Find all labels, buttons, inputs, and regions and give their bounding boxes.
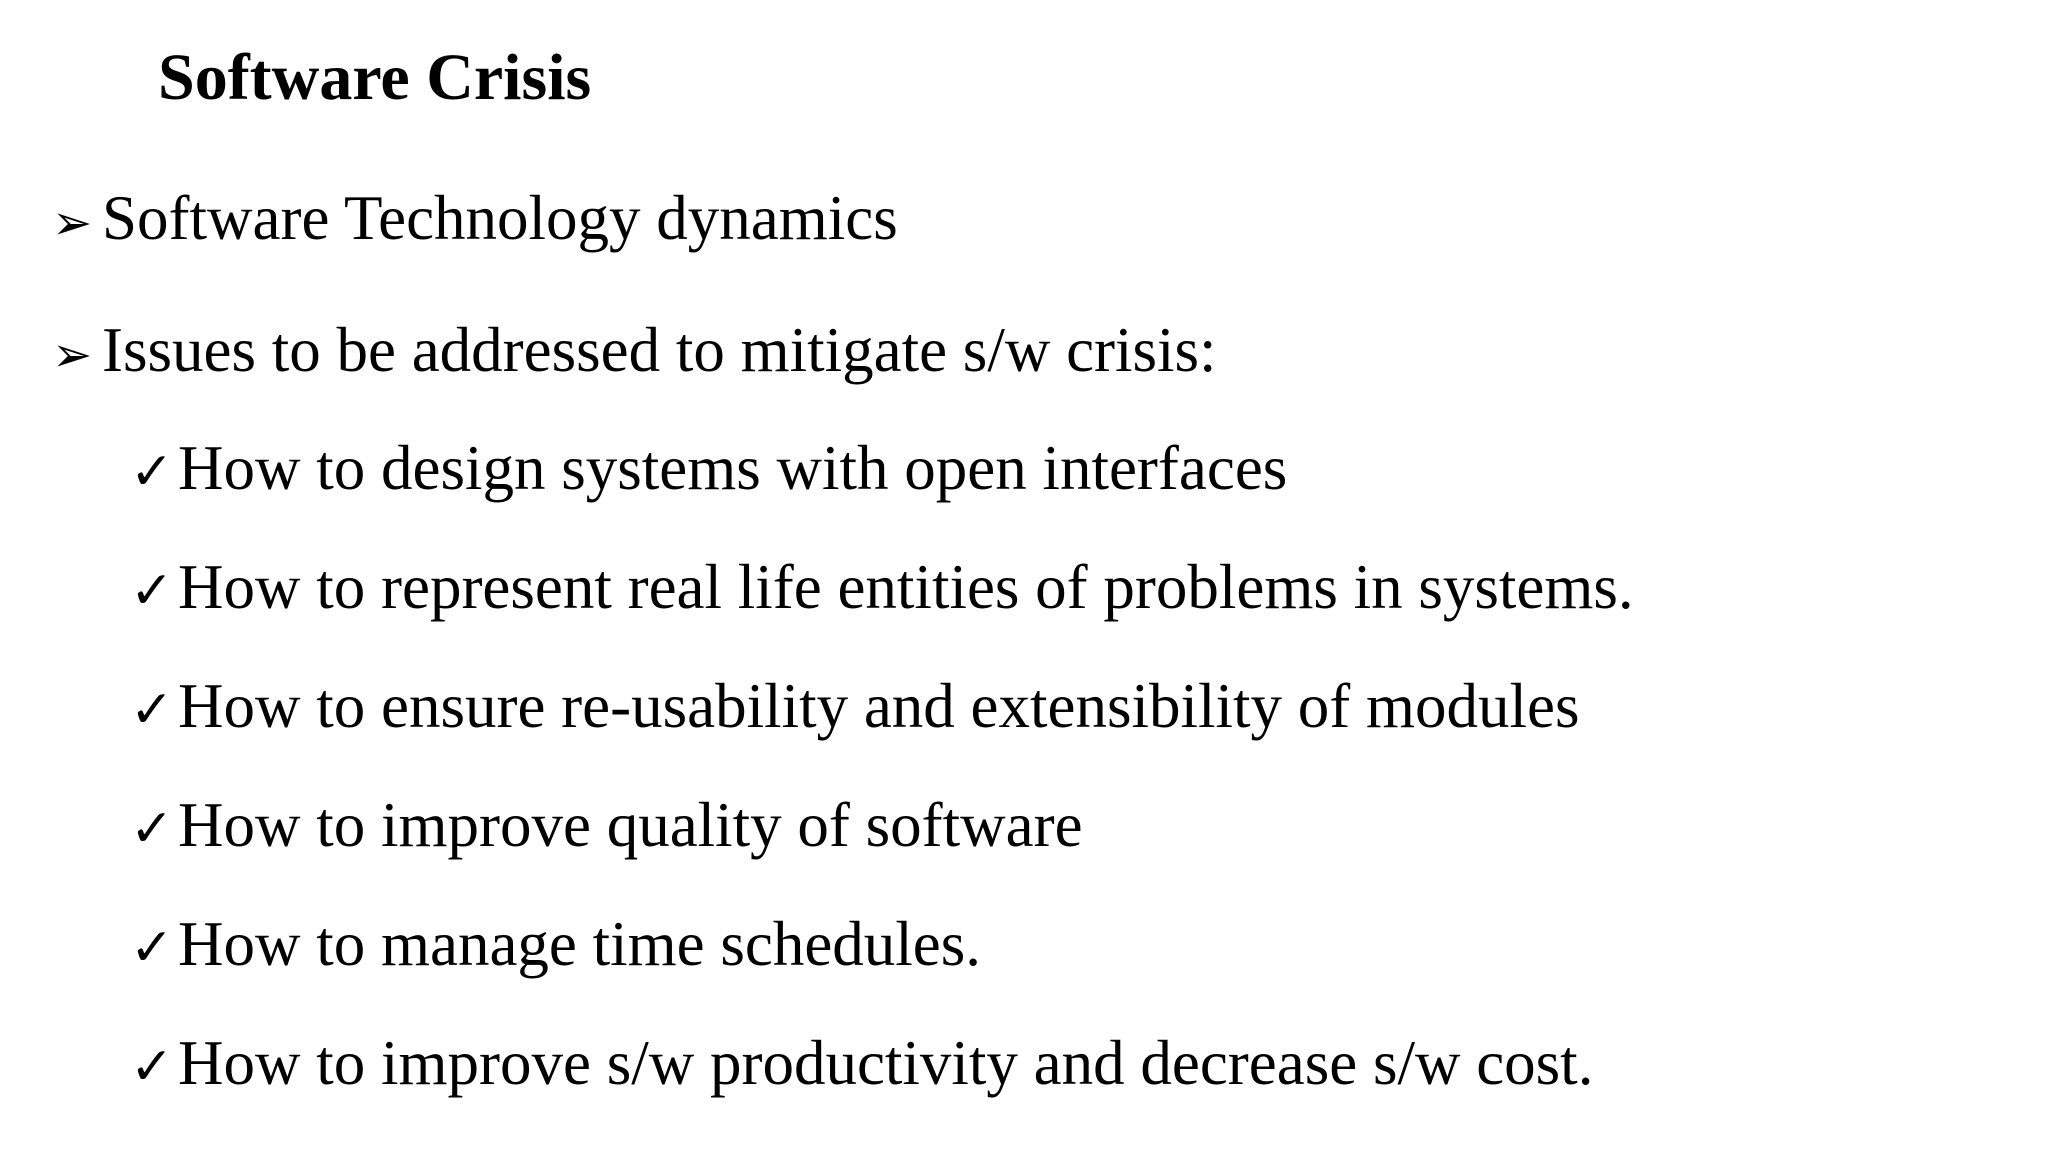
checkmark-icon: ✓ [130,561,174,621]
checkmark-icon: ✓ [130,680,174,740]
checkmark-icon: ✓ [130,918,174,978]
checkmark-icon: ✓ [130,442,174,502]
sub-bullet-item [130,549,1634,629]
bullet-text: Issues to be addressed to mitigate s/w crisis: [102,315,1217,385]
sub-bullet-item [130,906,981,986]
sub-bullet-item [130,1025,1593,1105]
sub-bullet-text: How to design systems with open interfaces [178,433,1288,503]
bullet-text: Software Technology dynamics [102,183,898,253]
sub-bullet-text: How to improve quality of software [178,790,1083,860]
slide-title: Software Crisis [158,41,592,114]
sub-bullet-text: How to represent real life entities of problems in systems. [178,552,1634,622]
sub-bullet-text: How to ensure re-usability and extensibility of modules [178,671,1580,741]
arrow-bullet-icon: ➢ [52,195,93,251]
sub-bullet-item [130,668,1579,748]
checkmark-icon: ✓ [130,799,174,859]
bullet-item [52,180,898,261]
sub-bullet-text: How to manage time schedules. [178,909,982,979]
bullet-item [52,312,1217,393]
arrow-bullet-icon: ➢ [52,327,93,383]
sub-bullet-text: How to improve s/w productivity and decrease s/w cost. [178,1028,1594,1098]
sub-bullet-item [130,430,1287,510]
checkmark-icon: ✓ [130,1037,174,1097]
sub-bullet-item [130,787,1083,867]
